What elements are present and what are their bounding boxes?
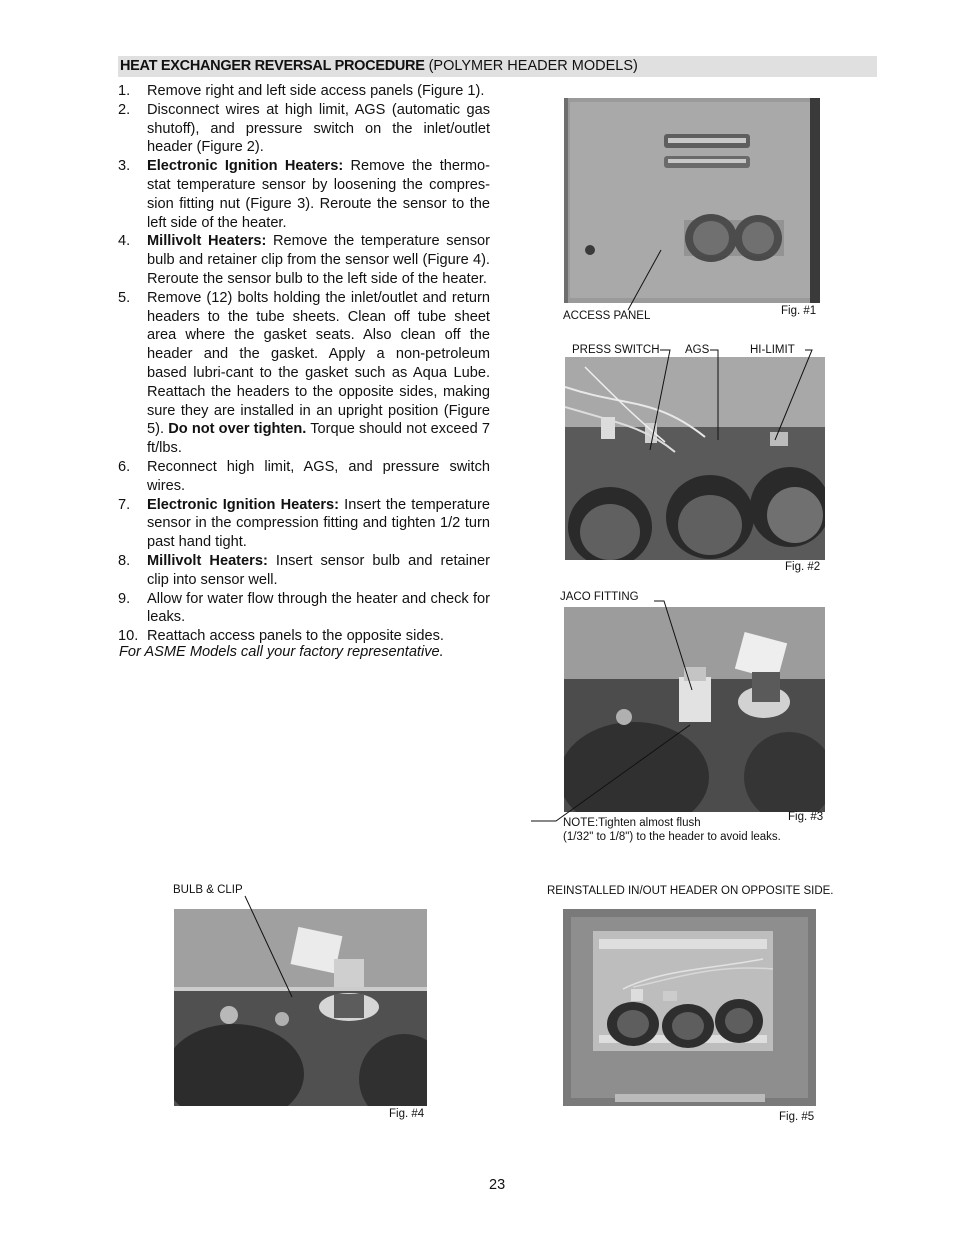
figure-5-caption: Fig. #5 bbox=[779, 1111, 815, 1123]
figure-3-label: JACO FITTING bbox=[560, 591, 639, 603]
figure-3-photo bbox=[564, 607, 825, 812]
step-2: 2. Disconnect wires at high limit, AGS (automatic gas shutoff), and pressure switch on the inlet/outlet header (Figure 2). bbox=[118, 101, 490, 156]
section-title-normal: (POLYMER HEADER MODELS) bbox=[424, 58, 638, 74]
figure-3-note-line-2: (1/32" to 1/8") to the header to avoid leaks. bbox=[563, 831, 781, 843]
figure-2-label-ags: AGS bbox=[685, 344, 710, 356]
figure-2-photo bbox=[565, 357, 825, 560]
figure-5-photo bbox=[563, 909, 816, 1106]
figure-4-photo bbox=[174, 909, 427, 1106]
figure-4-label: BULB & CLIP bbox=[173, 884, 243, 896]
figure-2-label-press-switch: PRESS SWITCH bbox=[572, 344, 660, 356]
figure-4-caption: Fig. #4 bbox=[389, 1108, 425, 1120]
step-8: 8. Millivolt Heaters: Insert sensor bulb and retainer clip into sensor well. bbox=[118, 552, 491, 588]
step-3: 3. Electronic Ignition Heaters: Remove the thermo-stat temperature sensor by loosening the compres-sion fitting nut (Figure 3). Reroute the sensor to the left side of the heater. bbox=[118, 158, 490, 231]
step-1: 1. Remove right and left side access panels (Figure 1). bbox=[118, 83, 485, 99]
step-5: 5. Remove (12) bolts holding the inlet/outlet and return headers to the tube sheets. Clean off tube sheet area where the gasket seats. Also clean off the header and the gasket. Apply a non-petroleum based lubri-cant to the gasket such as Aqua Lube. Reattach the headers to the opposite sides, making sure they are installed in an upright position (Figure 5). Do not over tighten. Torque should not exceed 7 ft/lbs. bbox=[118, 289, 490, 457]
figure-2-caption: Fig. #2 bbox=[785, 561, 821, 573]
step-6: 6. Reconnect high limit, AGS, and pressure switch wires. bbox=[118, 458, 490, 494]
step-4: 4. Millivolt Heaters: Remove the temperature sensor bulb and retainer clip from the sensor well (Figure 4). Reroute the sensor bulb to the left side of the heater. bbox=[118, 233, 490, 287]
figure-2-label-hi-limit: HI-LIMIT bbox=[750, 344, 795, 356]
figure-3-caption: Fig. #3 bbox=[788, 811, 824, 823]
figure-1-photo bbox=[564, 98, 820, 303]
procedure-steps bbox=[118, 82, 490, 646]
figure-1-label: ACCESS PANEL bbox=[563, 310, 651, 322]
step-10: 10. Reattach access panels to the opposite sides. bbox=[118, 628, 444, 645]
step-7: 7. Electronic Ignition Heaters: Insert the temperature sensor in the compression fitting and tighten 1/2 turn past hand tight. bbox=[118, 496, 490, 551]
figure-1-caption: Fig. #1 bbox=[781, 305, 817, 317]
page-number: 23 bbox=[489, 1177, 506, 1193]
asme-note: For ASME Models call your factory representative. bbox=[119, 644, 444, 660]
figure-3-note-line-1: NOTE:Tighten almost flush bbox=[563, 817, 701, 829]
figure-5-label: REINSTALLED IN/OUT HEADER ON OPPOSITE SIDE. bbox=[547, 885, 834, 897]
section-header bbox=[118, 56, 877, 77]
section-title-bold: HEAT EXCHANGER REVERSAL PROCEDURE bbox=[120, 58, 425, 74]
step-9: 9. Allow for water flow through the heater and check for leaks. bbox=[118, 590, 490, 626]
